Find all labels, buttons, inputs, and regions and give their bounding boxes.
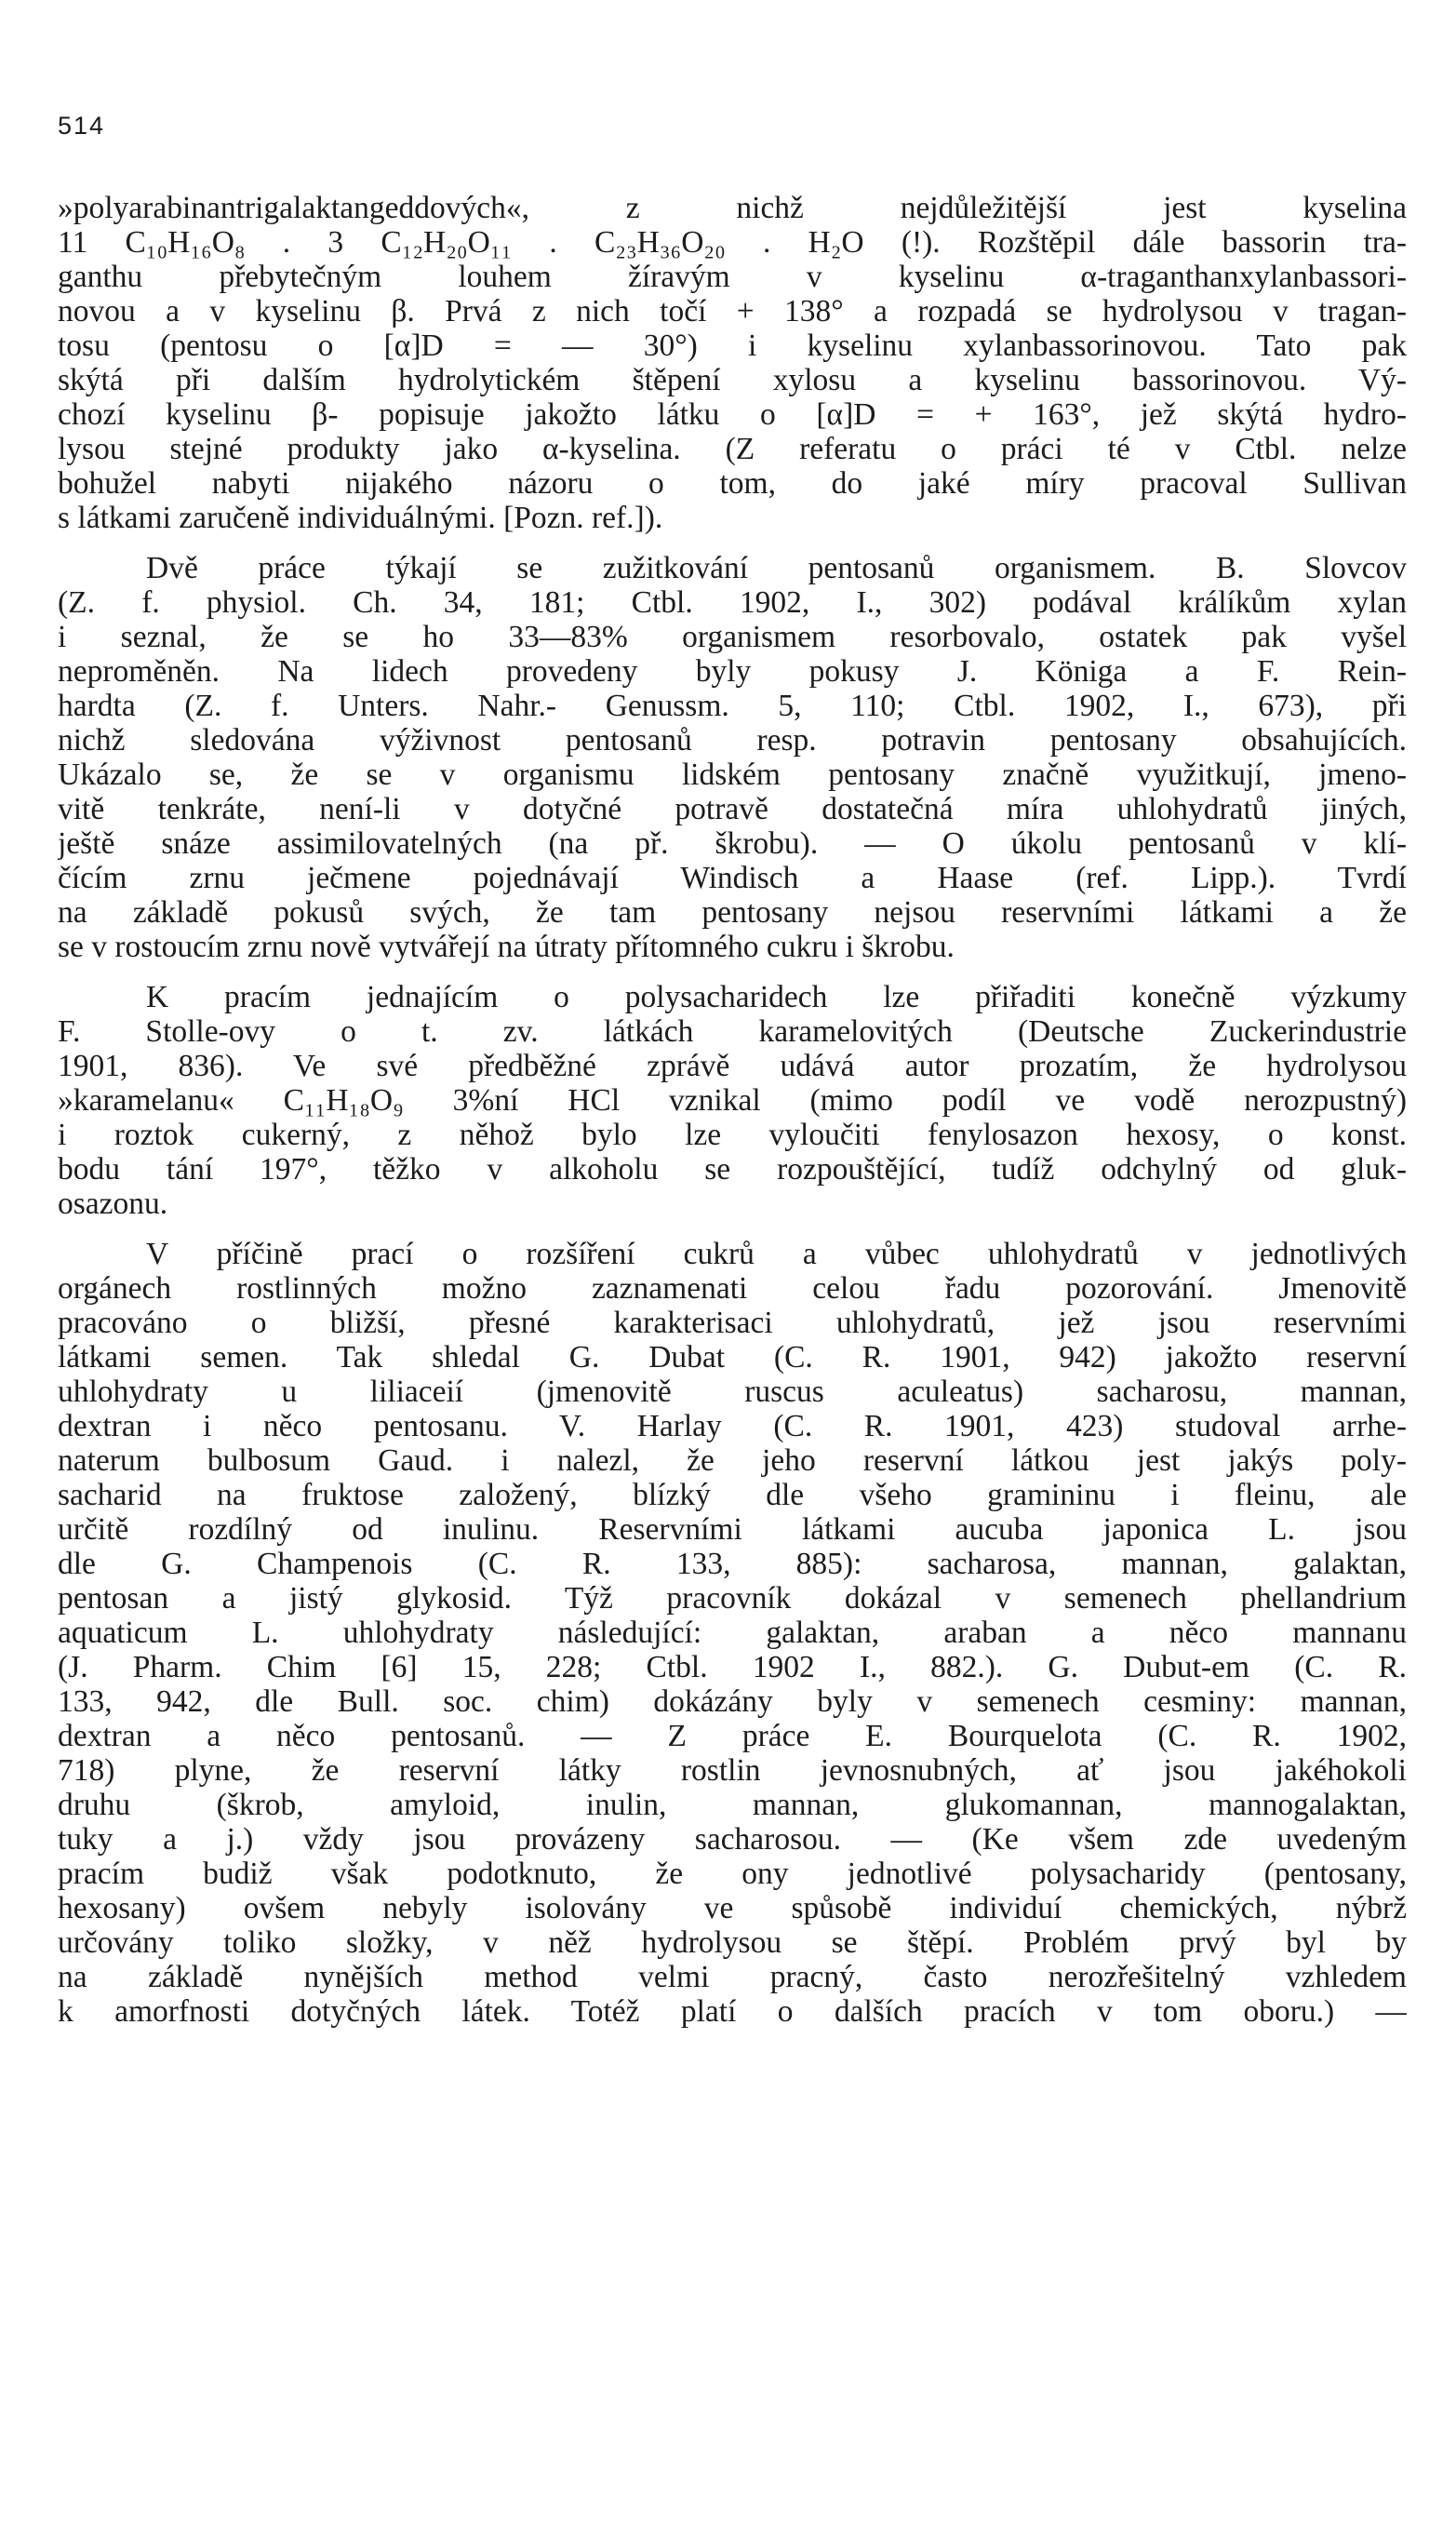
text-line: »karamelanu« C₁₁H₁₈O₉ 3%ní HCl vznikal (mimo podíl ve vodě nerozpustný) <box>58 1083 1407 1118</box>
text-line: orgánech rostlinných možno zaznamenati celou řadu pozorování. Jmenovitě <box>58 1271 1407 1306</box>
text-line: novou a v kyselinu β. Prvá z nich točí + 138° a rozpadá se hydrolysou v tragan- <box>58 294 1407 329</box>
text-line: ganthu přebytečným louhem žíravým v kyselinu α-traganthanxylanbassori- <box>58 260 1407 294</box>
text-line: osazonu. <box>58 1187 168 1221</box>
text-line: dextran i něco pentosanu. V. Harlay (C. R. 1901, 423) studoval arrhe- <box>58 1409 1407 1443</box>
text-line: k amorfnosti dotyčných látek. Totéž platí o dalších pracích v tom oboru.) — <box>58 1994 1407 2029</box>
text-line: na základě nynějších method velmi pracný, často nerozřešitelný vzhledem <box>58 1960 1407 1994</box>
text-line: skýtá při dalším hydrolytickém štěpení xylosu a kyselinu bassorinovou. Vý- <box>58 363 1407 397</box>
paragraph <box>58 980 1407 1221</box>
text-line: i seznal, že se ho 33—83% organismem resorbovalo, ostatek pak vyšel <box>58 620 1407 654</box>
text-line: K pracím jednajícím o polysacharidech lze přiřaditi konečně výzkumy <box>146 980 1407 1014</box>
text-line: tuky a j.) vždy jsou provázeny sacharosou. — (Ke všem zde uvedeným <box>58 1822 1407 1857</box>
text-line: Dvě práce týkají se zužitkování pentosanů organismem. B. Slovcov <box>146 551 1407 585</box>
text-line: uhlohydraty u liliaceií (jmenovitě ruscus aculeatus) sacharosu, mannan, <box>58 1374 1407 1409</box>
text-line: Ukázalo se, že se v organismu lidském pentosany značně využitkují, jmeno- <box>58 758 1407 792</box>
text-line: lysou stejné produkty jako α-kyselina. (Z referatu o práci té v Ctbl. nelze <box>58 432 1407 466</box>
text-line: (J. Pharm. Chim [6] 15, 228; Ctbl. 1902 I., 882.). G. Dubut-em (C. R. <box>58 1650 1407 1684</box>
text-line: se v rostoucím zrnu nově vytvářejí na útraty přítomného cukru i škrobu. <box>58 930 955 964</box>
text-line: aquaticum L. uhlohydraty následující: galaktan, araban a něco mannanu <box>58 1616 1407 1650</box>
paragraph-gap <box>58 1221 1407 1237</box>
text-line: dextran a něco pentosanů. — Z práce E. Bourquelota (C. R. 1902, <box>58 1719 1407 1753</box>
text-line: bohužel nabyti nijakého názoru o tom, do jaké míry pracoval Sullivan <box>58 466 1407 501</box>
paragraph <box>58 1237 1407 2029</box>
paragraph-gap <box>58 535 1407 551</box>
text-line: 1901, 836). Ve své předběžné zprávě udává autor prozatím, že hydrolysou <box>58 1049 1407 1083</box>
text-line: 718) plyne, že reservní látky rostlin jevnosnubných, ať jsou jakéhokoli <box>58 1753 1407 1788</box>
text-line: F. Stolle-ovy o t. zv. látkách karamelovitých (Deutsche Zuckerindustrie <box>58 1014 1407 1049</box>
text-line: určitě rozdílný od inulinu. Reservními látkami aucuba japonica L. jsou <box>58 1512 1407 1547</box>
text-line: hexosany) ovšem nebyly isolovány ve spůsobě individuí chemických, nýbrž <box>58 1891 1407 1925</box>
paragraph-gap <box>58 964 1407 980</box>
text-line: ještě snáze assimilovatelných (na př. škrobu). — O úkolu pentosanů v klí- <box>58 826 1407 861</box>
text-line: bodu tání 197°, těžko v alkoholu se rozpouštějící, tudíž odchylný od gluk- <box>58 1152 1407 1187</box>
text-line: hardta (Z. f. Unters. Nahr.- Genussm. 5, 110; Ctbl. 1902, I., 673), při <box>58 689 1407 723</box>
text-line: na základě pokusů svých, že tam pentosany nejsou reservními látkami a že <box>58 895 1407 930</box>
text-line: dle G. Champenois (C. R. 133, 885): sacharosa, mannan, galaktan, <box>58 1547 1407 1581</box>
text-line: 11 C₁₀H₁₆O₈ . 3 C₁₂H₂₀O₁₁ . C₂₃H₃₆O₂₀ . H₂O (!). Rozštěpil dále bassorin tra- <box>58 225 1407 260</box>
text-line: »polyarabinantrigalaktangeddových«, z nichž nejdůležitější jest kyselina <box>58 191 1407 225</box>
text-line: určovány toliko složky, v něž hydrolysou se štěpí. Problém prvý byl by <box>58 1925 1407 1960</box>
text-line: i roztok cukerný, z něhož bylo lze vyloučiti fenylosazon hexosy, o konst. <box>58 1118 1407 1152</box>
text-line: (Z. f. physiol. Ch. 34, 181; Ctbl. 1902, I., 302) podával králíkům xylan <box>58 585 1407 620</box>
text-line: 133, 942, dle Bull. soc. chim) dokázány byly v semenech cesminy: mannan, <box>58 1684 1407 1719</box>
text-line: nichž sledována výživnost pentosanů resp. potravin pentosany obsahujících. <box>58 723 1407 758</box>
text-line: čícím zrnu ječmene pojednávají Windisch a Haase (ref. Lipp.). Tvrdí <box>58 861 1407 895</box>
text-line: naterum bulbosum Gaud. i nalezl, že jeho reservní látkou jest jakýs poly- <box>58 1443 1407 1478</box>
text-line: sacharid na fruktose založený, blízký dle všeho gramininu i fleinu, ale <box>58 1478 1407 1512</box>
page-number: 514 <box>58 112 106 140</box>
paragraph <box>58 191 1407 535</box>
text-line: látkami semen. Tak shledal G. Dubat (C. R. 1901, 942) jakožto reservní <box>58 1340 1407 1374</box>
text-line: neproměněn. Na lidech provedeny byly pokusy J. Königa a F. Rein- <box>58 654 1407 689</box>
text-line: pracováno o bližší, přesné karakterisaci uhlohydratů, jež jsou reservními <box>58 1306 1407 1340</box>
text-line: chozí kyselinu β- popisuje jakožto látku o [α]D = + 163°, jež skýtá hydro- <box>58 397 1407 432</box>
text-line: V příčině prací o rozšíření cukrů a vůbec uhlohydratů v jednotlivých <box>146 1237 1407 1271</box>
text-line: vitě tenkráte, není-li v dotyčné potravě dostatečná míra uhlohydratů jiných, <box>58 792 1407 826</box>
text-line: tosu (pentosu o [α]D = — 30°) i kyselinu xylanbassorinovou. Tato pak <box>58 329 1407 363</box>
text-line: druhu (škrob, amyloid, inulin, mannan, glukomannan, mannogalaktan, <box>58 1788 1407 1822</box>
page-body <box>58 191 1407 2029</box>
paragraph <box>58 551 1407 964</box>
text-line: pentosan a jistý glykosid. Týž pracovník dokázal v semenech phellandrium <box>58 1581 1407 1616</box>
text-line: s látkami zaručeně individuálnými. [Pozn. ref.]). <box>58 501 663 535</box>
text-line: pracím budiž však podotknuto, že ony jednotlivé polysacharidy (pentosany, <box>58 1857 1407 1891</box>
